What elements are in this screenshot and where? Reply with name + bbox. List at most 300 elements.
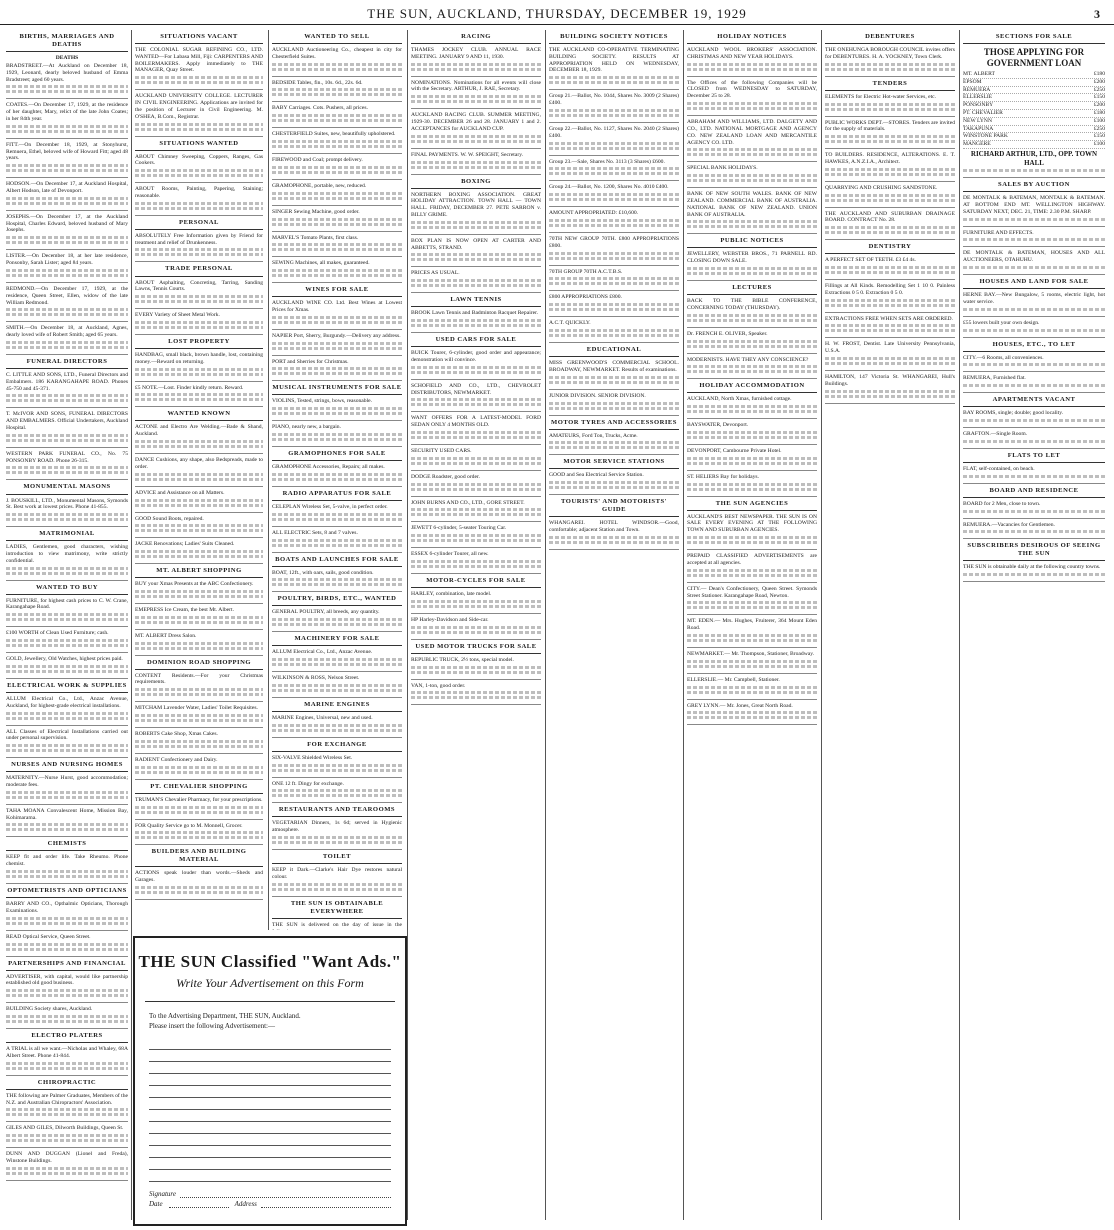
ad-fine-print [135, 253, 263, 256]
classified-ad [411, 350, 541, 380]
classified-ad-text: VAN, 1-ton, good order. [411, 682, 466, 689]
classified-ad-text: CITY.— Dean's Confectionery, Queen Street. Symonds Street Stationer. Karangahape Road, Newton. [687, 585, 817, 599]
ad-fine-print [135, 202, 263, 205]
ad-fine-print [6, 618, 128, 621]
classified-ad [963, 195, 1105, 226]
classified-ad [549, 393, 679, 416]
ad-fine-print [411, 534, 541, 537]
classified-ad-text: AMATEURS, Ford Ton, Trucks, Acme. [549, 432, 638, 439]
ad-fine-print [549, 277, 679, 280]
ad-fine-print [6, 1113, 128, 1116]
classified-ad [687, 298, 817, 328]
ad-fine-print [135, 398, 263, 401]
classified-ad-text: A.C.T. QUICKLY. [549, 320, 591, 327]
ad-fine-print [549, 486, 679, 489]
town-price: £150 [1093, 94, 1105, 101]
classified-ad-text: ADVERTISER, with capital, would like partnership established old good business. [6, 973, 128, 987]
ad-fine-print [411, 166, 541, 169]
column-births-deaths [6, 30, 128, 1220]
ad-fine-print [687, 660, 817, 663]
form-write-lines[interactable] [149, 1038, 391, 1182]
form-addressee: To the Advertising Department, THE SUN, Auckland. [149, 1012, 301, 1020]
classified-ad [687, 165, 817, 188]
classified-ad-text: SINGER Sewing Machine, good order. [272, 208, 360, 215]
classified-ad [272, 80, 402, 103]
classified-ad [135, 633, 263, 656]
classified-ad [6, 325, 128, 355]
section-heading: LOST PROPERTY [135, 338, 263, 349]
price-list-row [963, 79, 1105, 87]
classified-ad [963, 355, 1105, 373]
classified-ad-text: THE COLONIAL SUGAR REFINING CO., LTD. WANTED—For Labasa Mill, Fiji: CARPENTERS AND BOILERMAKERS. Apply immediately to THE MANAGER, Quay Street. [135, 47, 263, 74]
ad-fine-print [549, 81, 679, 84]
ad-fine-print [825, 63, 955, 66]
classified-ad-text: MODERNISTS. HAVE THEY ANY CONSCIENCE? [687, 356, 809, 363]
ad-fine-print [549, 308, 679, 311]
section-heading: NURSES AND NURSING HOMES [6, 761, 128, 772]
ad-fine-print [687, 314, 817, 317]
ad-fine-print [135, 504, 263, 507]
page-number: 3 [1094, 7, 1100, 21]
classified-ad [6, 808, 128, 838]
ad-fine-print [6, 269, 128, 272]
ad-fine-print [411, 135, 541, 138]
classified-ad [411, 591, 541, 614]
classified-ad-text: BUY your Xmas Presents at the ABC Confectionery. [135, 581, 254, 588]
price-list-row [963, 94, 1105, 102]
ad-fine-print [687, 345, 817, 348]
ad-fine-print [687, 148, 817, 151]
classified-ad-text: VIOLINS, Tested, strings, bows, reasonable. [272, 398, 373, 405]
classified-ad [272, 530, 402, 553]
classified-ad [135, 233, 263, 263]
ad-fine-print [135, 248, 263, 251]
classified-ad [6, 544, 128, 580]
ad-fine-print [272, 438, 402, 441]
classified-ad [687, 618, 817, 648]
section-heading: WINES FOR SALE [272, 286, 402, 297]
classified-ad-text: LADIES, Gentlemen, good characters, wishing introduction to view matrimony, write strictly confidential. [6, 544, 128, 564]
classified-ad-text: BAYSWATER, Devonport. [687, 422, 749, 429]
ad-fine-print [6, 1062, 128, 1065]
classified-ad [963, 564, 1105, 582]
ad-fine-print [687, 711, 817, 714]
classified-ad [272, 157, 402, 180]
ad-fine-print [549, 541, 679, 544]
ad-fine-print [687, 410, 817, 413]
ad-fine-print [272, 478, 402, 481]
ad-fine-print [549, 114, 679, 117]
form-signature-row[interactable] [149, 1190, 391, 1198]
ad-fine-print [135, 555, 263, 558]
section-heading: RACING [411, 33, 541, 44]
ad-fine-print [411, 488, 541, 491]
section-heading: BUILDERS AND BUILDING MATERIAL [135, 848, 263, 867]
ad-fine-print [272, 192, 402, 195]
ad-fine-print [549, 172, 679, 175]
ad-fine-print [6, 994, 128, 997]
classified-ad [135, 424, 263, 454]
ad-fine-print [6, 875, 128, 878]
classified-ad [963, 250, 1105, 275]
classified-ad-text: Fillings at All Kinds. Remodelling Set 1 10 0. Painless Extractions 0 5 0. Extraction 0 5 0. [825, 283, 955, 296]
ad-fine-print [825, 194, 955, 197]
section-heading: THE SUN IS OBTAINABLE EVERYWHERE [272, 900, 402, 919]
classified-ad-text: BAY ROOMS, single; double; good locality. [963, 410, 1064, 417]
classified-ad-text: REMUERA.—Vacancies for Gentlemen. [963, 521, 1055, 528]
section-heading: PARTNERSHIPS AND FINANCIAL [6, 960, 128, 971]
classified-ad [272, 260, 402, 283]
price-list-row [963, 126, 1105, 134]
classified-ad [687, 331, 817, 354]
ad-fine-print [6, 236, 128, 239]
classified-ad-text: REPUBLIC TRUCK, 2½ tons, special model. [411, 656, 514, 663]
ad-fine-print [549, 198, 679, 201]
section-heading: LECTURES [687, 284, 817, 295]
section-heading: MACHINERY FOR SALE [272, 635, 402, 646]
ad-fine-print [411, 696, 541, 699]
price-list-row [963, 87, 1105, 95]
ad-fine-print [963, 419, 1105, 422]
ad-fine-print [135, 499, 263, 502]
form-signature-label: Signature [149, 1190, 176, 1198]
ad-fine-print [411, 626, 541, 629]
classified-ad [135, 154, 263, 184]
ad-fine-print [687, 569, 817, 572]
ad-fine-print [272, 342, 402, 345]
classified-ad [687, 514, 817, 550]
classified-ad [549, 360, 679, 390]
classified-ad-text: CONTENT Residents.—For your Christmas requirements. [135, 672, 263, 686]
classified-ad-text: 70TH GROUP 70TH A.C.T.B.S. [549, 268, 623, 275]
form-address-row[interactable] [149, 1200, 391, 1208]
classified-ad-text: BOX PLAN IS NOW OPEN AT CARTER AND ABBETTS, STRAND. [411, 237, 541, 251]
ad-fine-print [687, 606, 817, 609]
classified-ad-text: WESTERN PARK FUNERAL CO., No. 75 PONSONBY ROAD. Phone 26-315. [6, 450, 128, 464]
ad-fine-print [135, 891, 263, 894]
section-heading: SITUATIONS WANTED [135, 140, 263, 151]
classified-ad-text: Group 21.—Ballot, No. 1044, Shares No. 3009 (2 Shares) £400. [549, 93, 679, 107]
ad-fine-print [272, 114, 402, 117]
town-price: £150 [1093, 133, 1105, 140]
classified-ad [272, 820, 402, 850]
classified-ad [6, 102, 128, 138]
town-price: £180 [1093, 110, 1105, 117]
ad-fine-print [687, 488, 817, 491]
ad-fine-print [6, 130, 128, 133]
classified-ad-text: JOSEPHS.—On December 17, at the Auckland Hospital, Charles Edward, beloved husband of Mary Josephs. [6, 213, 128, 234]
ad-fine-print [687, 174, 817, 177]
classified-ad-text: BARRY AND CO., Opthalmic Opticians, Thorough Examinations. [6, 901, 128, 914]
classified-ad-text: AUCKLAND WINE CO. Ltd. Best Wines at Lowest Prices for Xmas. [272, 300, 402, 313]
classified-ad-text: FINAL PAYMENTS. W. W. SPEIGHT, Secretary. [411, 151, 524, 158]
ad-fine-print [549, 334, 679, 337]
classified-ad-text: LISTER.—On December 18, at her late residence, Ponsonby, Sarah Lister; aged 84 years. [6, 253, 128, 267]
column-racing [411, 30, 541, 1220]
ad-fine-print [963, 363, 1105, 366]
ad-fine-print [411, 226, 541, 229]
town-price: £100 [1093, 141, 1105, 148]
ad-fine-print [687, 716, 817, 719]
ad-fine-print [963, 218, 1105, 221]
ad-fine-print [6, 1167, 128, 1170]
column-rule [268, 30, 269, 930]
classified-ad-text: BRADSTREET.—At Auckland on December 18, 1929, Leonard, dearly beloved husband of Emma Bradstreet; aged 60 years. [6, 62, 128, 83]
classified-ad [6, 1046, 128, 1076]
ad-fine-print [272, 68, 402, 71]
classified-ad-text: GREY LYNN.— Mr. Jones, Great North Road. [687, 702, 793, 709]
classified-ad [6, 253, 128, 283]
ad-fine-print [687, 457, 817, 460]
ad-fine-print [825, 357, 955, 360]
ad-fine-print [135, 771, 263, 774]
classified-ad-text: JOHN BURNS AND CO., LTD., GORE STREET. [411, 499, 525, 506]
ad-fine-print [272, 539, 402, 542]
classified-ad-text: DANCE Cushions, any shape, also Bedspreads, made to order. [135, 457, 263, 470]
ad-fine-print [6, 85, 128, 88]
classified-ad-text: ONE 12 ft. Dingy for exchange. [272, 780, 344, 787]
classified-ad-text: DE MONTALK & BATEMAN, MONTALK & BATEMAN. AT BOTTOM END MT. WELLINGTON HIGHWAY. SATURDAY NEXT, DEC. 21, TIME: 2.30 P.M. SHARP. [963, 195, 1105, 215]
ad-fine-print [272, 544, 402, 547]
ad-fine-print [411, 279, 541, 282]
ad-fine-print [6, 922, 128, 925]
classified-ad [6, 286, 128, 322]
classified-ad-text: VEGETARIAN Dinners, 1s 6d; served in Hygienic atmosphere. [272, 820, 402, 834]
classified-ad [135, 541, 263, 564]
ad-fine-print [135, 621, 263, 624]
ad-fine-print [687, 686, 817, 689]
classified-ad-text: NORTHERN BOXING ASSOCIATION. GREAT HOLIDAY ATTRACTION. TOWN HALL — TOWN HALL. FRIDAY, DECEMBER 27. PETE SARRON v. BILLY GRIME. [411, 191, 541, 218]
ad-fine-print [272, 583, 402, 586]
classified-ad-text: KEEP it Dark.—Clarke's Hair Dye restores natural colour. [272, 867, 402, 880]
ad-fine-print [272, 663, 402, 666]
ad-fine-print [825, 271, 955, 274]
ad-fine-print [272, 473, 402, 476]
ad-fine-print [6, 791, 128, 794]
classified-ad-text: ELLERSLIE.— Mr. Campbell, Stationer. [687, 676, 780, 683]
ad-fine-print [549, 402, 679, 405]
classified-ad [272, 398, 402, 421]
ad-fine-print [6, 1108, 128, 1111]
ad-fine-print [6, 513, 128, 516]
ad-fine-print [6, 1020, 128, 1023]
ad-fine-print [411, 398, 541, 401]
classified-ad-text: SECURITY USED CARS. [411, 448, 472, 454]
classified-ad-text: HP Harley-Davidson and Side-car. [411, 616, 489, 623]
ad-fine-print [963, 510, 1105, 513]
section-heading: USED CARS FOR SALE [411, 336, 541, 347]
classified-ad [6, 934, 128, 957]
classified-ad [411, 448, 541, 471]
classified-ad [135, 516, 263, 539]
column-holiday-notices [687, 30, 817, 1220]
classified-ad-text: THE AUCKLAND AND SUBURBAN DRAINAGE BOARD. CONTRACT No. 28. [825, 210, 955, 224]
ad-fine-print [272, 841, 402, 844]
ad-fine-print [6, 567, 128, 570]
section-heading: PT. CHEVALIER SHOPPING [135, 783, 263, 794]
section-heading: ELECTRICAL WORK & SUPPLIES [6, 682, 128, 693]
classified-ad-text: ABSOLUTELY Free Information given by Friend for treatment and relief of Drunkenness. [135, 232, 263, 246]
classified-ad-text: MT. EDEN.— Mrs. Hughes, Fruiterer, 364 Mount Eden Road. [687, 618, 817, 632]
classified-ad-text: AUCKLAND WOOL BROKERS' ASSOCIATION. CHRISTMAS AND NEW YEAR HOLIDAYS. [687, 47, 817, 60]
ad-fine-print [6, 274, 128, 277]
classified-ad-text: WHANGAREI. HOTEL WINDSOR.—Good, comfortable; adjacent Station and Town. [549, 520, 679, 534]
town-name: REMUERA [963, 86, 991, 93]
section-heading: SECTIONS FOR SALE [963, 33, 1105, 44]
ad-fine-print [272, 724, 402, 727]
section-heading: MATRIMONIAL [6, 530, 128, 541]
classified-ad-text: AUCKLAND Auctioneering Co., cheapest in city for Chesterfield Suites. [272, 47, 402, 60]
classified-ad-text: BOAT, 12ft., with oars, sails, good condition. [272, 569, 374, 576]
ad-fine-print [272, 223, 402, 226]
ad-fine-print [135, 440, 263, 443]
ad-fine-print [411, 258, 541, 261]
ad-fine-print [272, 316, 402, 319]
ad-fine-print [825, 199, 955, 202]
ad-fine-print [6, 341, 128, 344]
ad-fine-print [272, 145, 402, 148]
classified-ad-text: Group 23.—Sale, Shares No. 3113 (3 Shares) £600. [549, 158, 665, 165]
classified-ad-text: DE MONTALK & BATEMAN, HOUSES AND ALL AUCTIONEERS, OTAHUHU. [963, 250, 1105, 264]
ad-fine-print [272, 689, 402, 692]
ad-fine-print [687, 541, 817, 544]
classified-ad-text: ALLUM Electrical Co., Ltd., Anzac Avenue, Auckland, for highest-grade electrical installations. [6, 695, 128, 709]
classified-ad-text: BABY Carriages. Cots. Pushers, all prices. [272, 105, 368, 112]
ad-fine-print [6, 169, 128, 172]
ad-fine-print [6, 471, 128, 474]
ad-fine-print [272, 93, 402, 96]
ad-fine-print [6, 1134, 128, 1137]
section-heading: PERSONAL [135, 219, 263, 230]
price-list-row [963, 102, 1105, 110]
section-heading: FOR EXCHANGE [272, 741, 402, 752]
ad-fine-print [411, 671, 541, 674]
section-heading: TOURISTS' AND MOTORISTS' GUIDE [549, 498, 679, 517]
classified-ad [6, 411, 128, 447]
column-sections-for-sale [963, 30, 1105, 1220]
classified-ad [825, 94, 955, 117]
classified-ad [549, 472, 679, 495]
classified-ad [411, 383, 541, 413]
classified-ad [6, 498, 128, 528]
classified-ad [687, 396, 817, 419]
classified-ad [549, 126, 679, 156]
classified-ad [549, 47, 679, 90]
ad-fine-print [6, 394, 128, 397]
ad-fine-print [6, 948, 128, 951]
ad-fine-print [135, 740, 263, 743]
classified-ad-text: MT. ALBERT Dress Salon. [135, 632, 197, 639]
ad-fine-print [135, 174, 263, 177]
classified-ad [272, 131, 402, 154]
ad-fine-print [6, 572, 128, 575]
classified-ad-text: AMOUNT APPROPRIATED: £10,600. [549, 210, 639, 217]
classified-ad [6, 729, 128, 759]
classified-ad [272, 649, 402, 672]
classified-ad-text: MITCHAM Lavender Water, Ladies' Toilet Requisites. [135, 705, 258, 712]
ad-fine-print [6, 1067, 128, 1070]
classified-ad [272, 333, 402, 356]
column-rule [959, 30, 960, 1220]
ad-fine-print [6, 749, 128, 752]
ad-fine-print [272, 513, 402, 516]
ad-fine-print [687, 153, 817, 156]
classified-ad-text: ACTONE and Electro Are Welding.—Bade & Shand, Auckland. [135, 424, 263, 438]
price-list-row [963, 110, 1105, 118]
classified-ad-text: Group 22.—Ballot, No. 1127, Shares No. 2040 (2 Shares) £400. [549, 125, 679, 139]
classified-ad [687, 553, 817, 583]
classified-ad [6, 142, 128, 178]
classified-ad-text: C. LITTLE AND SONS, LTD., Funeral Directors and Embalmers. 186 KARANGAHAPE ROAD. Phones 45-750 and 45-371. [6, 371, 128, 392]
classified-ad-text: BANK OF NEW SOUTH WALES. BANK OF NEW ZEALAND. COMMERCIAL BANK OF AUSTRALIA. NATIONAL BANK OF NEW ZEALAND. UNION BANK OF AUSTRALIA. [687, 191, 817, 218]
section-heading: SITUATIONS VACANT [135, 33, 263, 44]
ad-fine-print [963, 530, 1105, 533]
classified-ad-text: FURNITURE AND EFFECTS. [963, 229, 1034, 236]
classified-ad [272, 570, 402, 593]
ad-fine-print [687, 601, 817, 604]
column-building-society [549, 30, 679, 1220]
ad-fine-print [6, 434, 128, 437]
ad-fine-print [135, 616, 263, 619]
classified-ad [411, 474, 541, 497]
ad-fine-print [825, 299, 955, 302]
classified-ad [135, 280, 263, 310]
ad-fine-print [687, 107, 817, 110]
ad-fine-print [411, 600, 541, 603]
classified-ad-text: RADIENT Confectionery and Dairy. [135, 756, 218, 763]
ad-fine-print [963, 238, 1105, 241]
sections-price-list [963, 71, 1105, 149]
ad-fine-print [825, 266, 955, 269]
ad-fine-print [825, 395, 955, 398]
classified-ad [411, 415, 541, 445]
ad-fine-print [6, 518, 128, 521]
classified-ad [272, 715, 402, 738]
section-heading: TENDERS [825, 80, 955, 91]
classified-ad-text: ACTIONS speak louder than words.—Sheds and Garages. [135, 870, 263, 884]
classified-ad-text: TAHA MOANA Convalescent Home, Mission Bay, Kohimarama. [6, 807, 128, 821]
ad-fine-print [272, 166, 402, 169]
ad-fine-print [6, 313, 128, 316]
classified-ad [135, 705, 263, 728]
ad-fine-print [135, 326, 263, 329]
classified-ad [549, 433, 679, 456]
classified-ad-text: £55 lowers built your own design. [963, 319, 1040, 326]
classified-ad-text: AUCKLAND RACING CLUB. SUMMER MEETING, 1929-30. DECEMBER 26 and 28. JANUARY 1 and 2. ACCEPTANCES for AUCKLAND CUP. [411, 112, 541, 132]
classified-ad [272, 300, 402, 330]
classified-ad [687, 80, 817, 116]
section-heading: HOLIDAY ACCOMMODATION [687, 382, 817, 393]
classified-ad-text: EVERY Variety of Sheet Metal Work. [135, 312, 220, 319]
ad-fine-print [135, 745, 263, 748]
ad-fine-print [272, 171, 402, 174]
town-name: EPSOM [963, 78, 982, 85]
section-heading: MOTOR-CYCLES FOR SALE [411, 577, 541, 588]
ad-fine-print [825, 226, 955, 229]
section-heading: HOUSES AND LAND FOR SALE [963, 278, 1105, 289]
town-price: £200 [1093, 102, 1105, 109]
classified-ad-text: GRAMOPHONE Accessories, Repairs; all makes. [272, 464, 385, 471]
town-name: MT. ALBERT [963, 70, 995, 77]
classified-ad-text: FURNITURE, for highest cash prices to C. W. Crane, Karangahape Road. [6, 597, 128, 611]
classified-ad-text: CITY.—6 Rooms, all conveniences. [963, 354, 1044, 361]
ad-fine-print [687, 220, 817, 223]
ad-fine-print [272, 412, 402, 415]
column-rule [407, 30, 408, 1220]
section-heading: MT. ALBERT SHOPPING [135, 567, 263, 578]
classified-ad [6, 1093, 128, 1123]
ad-fine-print [687, 536, 817, 539]
